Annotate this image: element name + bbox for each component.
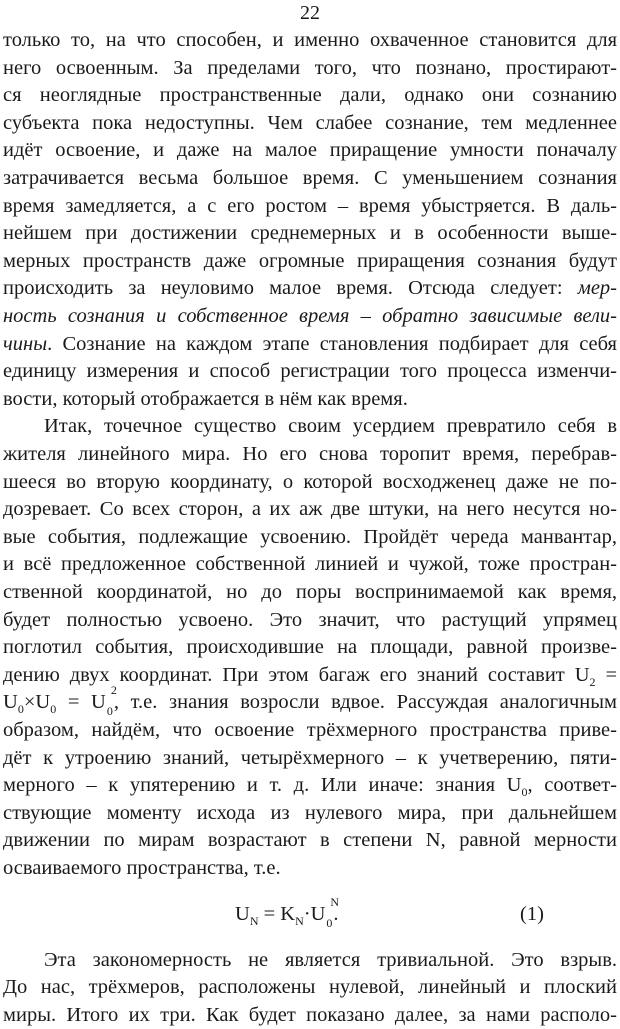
text-line: единицу измерения и способ регистрации того процесса изменчи- <box>3 360 617 383</box>
text-span: = U <box>56 691 106 714</box>
text-line: миры. Итого их три. Как будет показано далее, за нами располо- <box>3 1003 617 1026</box>
superscript: 2 <box>110 683 117 698</box>
text-line: осваиваемого пространства, т.е. <box>3 857 281 879</box>
text-line: затрачивается весьма большое время. С уменьшением сознания <box>3 167 617 189</box>
text-line <box>3 274 617 302</box>
text-line: ственной координатой, но до поры воспринимаемой как время, <box>3 581 617 603</box>
subscript: 0 <box>106 704 113 719</box>
text-line: До нас, трёхмеров, расположены нулевой, линейный и плоский <box>3 976 617 999</box>
text-span: U <box>3 691 18 714</box>
formula-term: . <box>333 902 339 925</box>
text-line: нейшем при достижении среднемерных и в особенности выше- <box>3 222 617 245</box>
text-span: . Сознание на каждом этапе становления подбирает для себя <box>47 332 617 355</box>
text-line: дёт к утроению знаний, четырёхмерного – к учетверению, пяти- <box>3 746 617 769</box>
text-line <box>3 302 617 330</box>
text-line <box>3 330 617 358</box>
text-line: Итак, точечное существо своим усердием превратило себя в <box>44 415 617 438</box>
subscript: 0 <box>326 915 333 930</box>
text-line: мерных пространств даже огромные приращения сознания будут <box>3 249 617 272</box>
text-line: идёт освоение, и даже на малое приращение умности поначалу <box>3 139 617 162</box>
text-span: мерного – к упятерению и т. д. Или иначе: знания U <box>3 774 522 797</box>
text-line: шееся во вторую координату, о которой восходженец даже не по- <box>3 470 617 493</box>
subscript: 0 <box>17 702 24 717</box>
text-line: вости, который отображается в нём как время. <box>3 387 408 410</box>
formula-number: (1) <box>520 902 544 925</box>
text-line: Эта закономерность не является тривиальной. Это взрыв. <box>44 948 617 971</box>
text-line: жителя линейного мира. Но его снова торопит время, перебрав- <box>3 443 617 465</box>
formula-term: U <box>235 902 250 925</box>
subscript: N <box>295 913 304 928</box>
text-line: субъекта пока недоступны. Чем слабее сознание, тем медленнее <box>3 111 617 134</box>
formula-term: = K <box>258 902 296 925</box>
formula-term: ·U <box>303 902 326 925</box>
sub-superscript <box>325 894 340 930</box>
text-span: = <box>595 663 618 686</box>
text-line: будет полностью усвоено. Это значит, что растущий упрямец <box>3 608 617 631</box>
text-span: , т.е. знания возросли вдвое. Рассуждая аналогичным <box>113 691 617 714</box>
text-line: дозревает. Со всех сторон, а их аж две штуки, на него несутся но- <box>3 498 617 521</box>
subscript: 2 <box>589 674 596 689</box>
italic-span: мер- <box>577 277 617 300</box>
text-line: поглотил события, происходившие на площади, равной произве- <box>3 636 617 659</box>
text-line: него освоенным. За пределами того, что познано, простирают- <box>3 56 617 79</box>
page-number: 22 <box>300 2 320 24</box>
text-line: движении по мирам возрастают в степени N, равной мерности <box>3 829 617 852</box>
text-line: вые события, подлежащие усвоению. Пройдёт череда манвантар, <box>3 525 617 548</box>
subscript: N <box>249 913 259 928</box>
subscript: 0 <box>521 785 528 800</box>
italic-span: ность сознания и собственное время – обратно зависимые вели- <box>3 305 617 327</box>
formula <box>235 894 340 935</box>
text-line: ствующие моменту исхода из нулевого мира, при дальнейшем <box>3 801 617 824</box>
text-line: время замедляется, а с его ростом – время убыстряется. В даль- <box>3 194 617 217</box>
text-line: и всё предложенное собственной линией и чужой, тоже простран- <box>3 553 617 576</box>
text-line: только то, на что способен, и именно охваченное становится для <box>3 29 617 51</box>
text-span: , соответ- <box>527 774 618 797</box>
text-line: образом, найдём, что освоение трёхмерного пространства приве- <box>3 719 617 741</box>
text-span: происходить за неуловимо малое время. Отсюда следует: <box>3 277 578 300</box>
italic-span: чины <box>3 332 48 355</box>
text-span: ×U <box>23 691 51 714</box>
superscript: N <box>330 894 340 909</box>
sub-superscript <box>106 683 117 719</box>
subscript: 0 <box>50 702 57 717</box>
text-line: ся неоглядные пространственные дали, однако они сознанию <box>3 84 617 107</box>
text-span: дению двух координат. При этом багаж его знаний составит U <box>3 663 590 686</box>
